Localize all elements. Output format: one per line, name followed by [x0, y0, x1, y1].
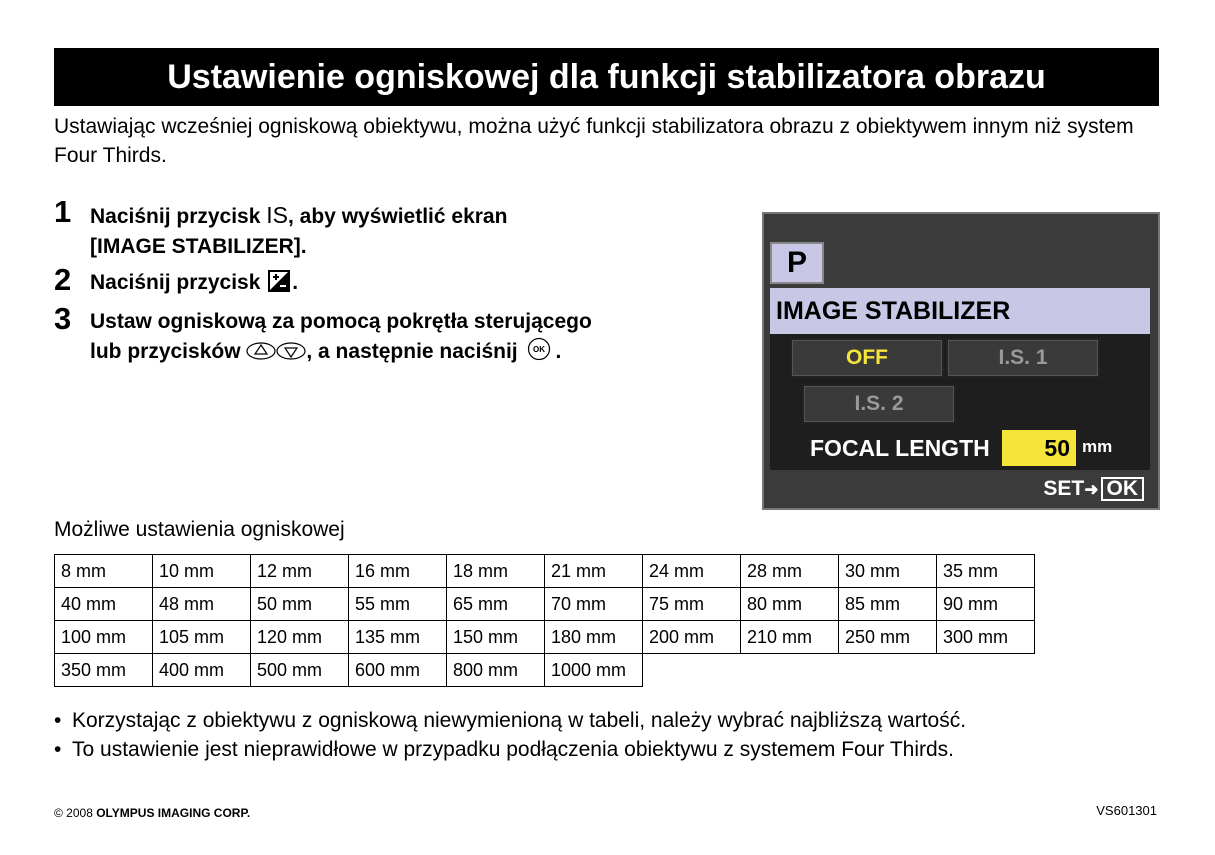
focal-length-value: 50 [1002, 430, 1076, 466]
set-label: SET [1043, 477, 1085, 500]
svg-text:OK: OK [533, 345, 546, 354]
step-text: , a następnie naciśnij [306, 340, 524, 363]
step-text: Naciśnij przycisk [90, 205, 267, 228]
focal-length-cell: 40 mm [55, 588, 153, 621]
focal-length-cell: 65 mm [447, 588, 545, 621]
table-row [55, 654, 1035, 687]
focal-length-cell: 120 mm [251, 621, 349, 654]
focal-length-cell: 300 mm [937, 621, 1035, 654]
focal-length-cell: 800 mm [447, 654, 545, 687]
arrow-right-icon: ➜ [1084, 480, 1099, 499]
table-caption: Możliwe ustawienia ogniskowej [54, 518, 345, 541]
copyright-year: © 2008 [54, 806, 93, 820]
focal-length-cell: 105 mm [153, 621, 251, 654]
step-text: Naciśnij przycisk [90, 271, 267, 294]
camera-screen-illustration [762, 212, 1160, 510]
table-row [55, 555, 1035, 588]
step-number: 2 [54, 262, 72, 297]
focal-length-cell: 90 mm [937, 588, 1035, 621]
menu-header: IMAGE STABILIZER [770, 288, 1150, 334]
steps-list [54, 194, 734, 376]
note-item: • Korzystając z obiektywu z ogniskową niewymienioną w tabeli, należy wybrać najbliższą wartość. [54, 706, 1164, 735]
focal-length-cell: 35 mm [937, 555, 1035, 588]
focal-length-cell: 500 mm [251, 654, 349, 687]
focal-length-cell: 200 mm [643, 621, 741, 654]
step-number: 1 [54, 194, 72, 229]
option-is1: I.S. 1 [946, 338, 1100, 378]
focal-length-cell: 18 mm [447, 555, 545, 588]
focal-length-cell: 135 mm [349, 621, 447, 654]
empty-cell [741, 654, 839, 687]
focal-length-cell: 70 mm [545, 588, 643, 621]
option-is2: I.S. 2 [802, 384, 956, 424]
step-text: . [292, 271, 299, 294]
focal-length-cell: 85 mm [839, 588, 937, 621]
empty-cell [937, 654, 1035, 687]
focal-length-cell: 1000 mm [545, 654, 643, 687]
ok-button-icon [527, 337, 551, 370]
arrow-down-icon [276, 339, 306, 369]
step-3 [54, 301, 734, 370]
exposure-compensation-icon [268, 270, 290, 301]
step-2 [54, 262, 734, 301]
focal-length-cell: 28 mm [741, 555, 839, 588]
empty-cell [643, 654, 741, 687]
focal-length-table [54, 554, 1035, 687]
focal-length-cell: 8 mm [55, 555, 153, 588]
option-off: OFF [790, 338, 944, 378]
brand-name: OLYMPUS IMAGING CORP. [96, 806, 251, 820]
focal-length-cell: 210 mm [741, 621, 839, 654]
focal-length-cell: 600 mm [349, 654, 447, 687]
focal-length-cell: 30 mm [839, 555, 937, 588]
focal-length-cell: 55 mm [349, 588, 447, 621]
focal-length-cell: 21 mm [545, 555, 643, 588]
focal-length-cell: 350 mm [55, 654, 153, 687]
note-item: • To ustawienie jest nieprawidłowe w przypadku podłączenia obiektywu z systemem Four Thirds. [54, 735, 1164, 764]
focal-length-cell: 48 mm [153, 588, 251, 621]
focal-length-cell: 400 mm [153, 654, 251, 687]
step-text: [IMAGE STABILIZER]. [90, 235, 307, 258]
focal-length-cell: 24 mm [643, 555, 741, 588]
table-row [55, 621, 1035, 654]
focal-length-cell: 16 mm [349, 555, 447, 588]
menu-panel [770, 334, 1150, 470]
table-row [55, 588, 1035, 621]
focal-length-unit: mm [1082, 437, 1113, 456]
focal-length-cell: 75 mm [643, 588, 741, 621]
focal-length-cell: 80 mm [741, 588, 839, 621]
copyright [54, 806, 250, 820]
focal-length-cell: 100 mm [55, 621, 153, 654]
focal-length-cell: 10 mm [153, 555, 251, 588]
ok-label: OK [1101, 477, 1145, 501]
focal-length-cell: 180 mm [545, 621, 643, 654]
set-ok-hint [1043, 476, 1144, 503]
focal-length-cell: 150 mm [447, 621, 545, 654]
shooting-mode-indicator: P [770, 242, 824, 284]
intro-text: Ustawiając wcześniej ogniskową obiektywu, można użyć funkcji stabilizatora obrazu z obiektywem innym niż system Four Thirds. [54, 115, 1134, 167]
page-title: Ustawienie ogniskowej dla funkcji stabilizatora obrazu [54, 48, 1159, 106]
step-number: 3 [54, 301, 72, 336]
step-1 [54, 194, 734, 262]
focal-length-label: FOCAL LENGTH [810, 435, 990, 461]
is-button-label: IS [266, 202, 288, 228]
step-text: . [555, 340, 562, 363]
arrow-up-icon [246, 339, 276, 369]
step-text: , aby wyświetlić ekran [288, 205, 508, 228]
focal-length-cell: 12 mm [251, 555, 349, 588]
focal-length-cell: 250 mm [839, 621, 937, 654]
notes-list [54, 706, 1164, 764]
step-text: Ustaw ogniskową za pomocą pokrętła sterującego [90, 310, 592, 333]
step-text: lub przycisków [90, 340, 247, 363]
empty-cell [839, 654, 937, 687]
focal-length-cell: 50 mm [251, 588, 349, 621]
document-code: VS601301 [1096, 803, 1157, 818]
